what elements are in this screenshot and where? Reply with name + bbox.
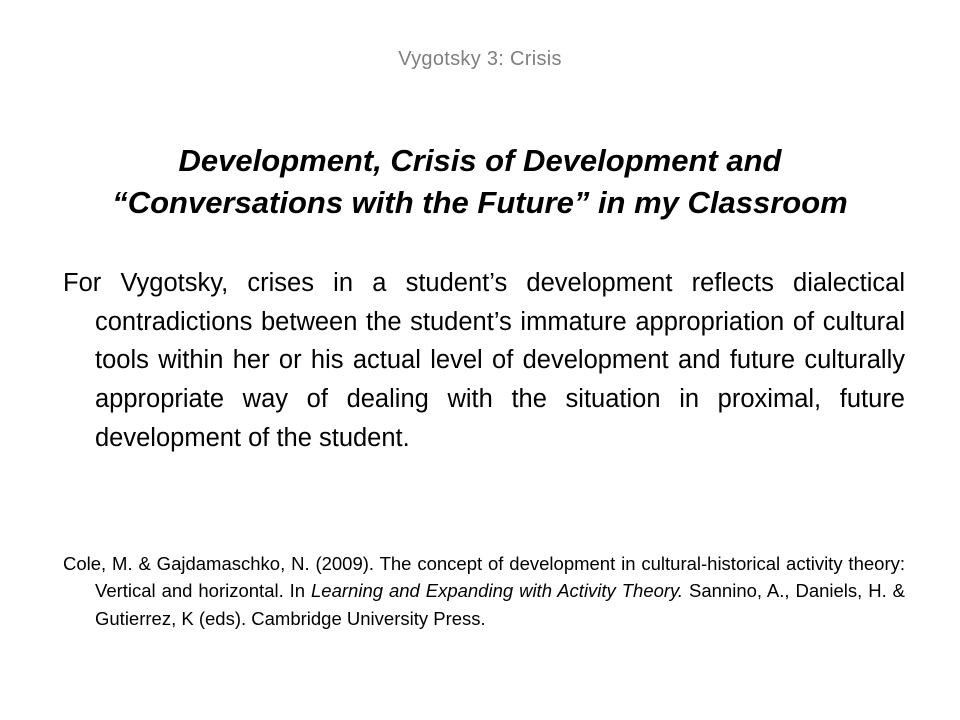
citation-book-title: Learning and Expanding with Activity Theory. (311, 580, 684, 602)
title-line-1: Development, Crisis of Development and (178, 143, 782, 178)
title-line-2: “Conversations with the Future” in my Classroom (112, 185, 848, 220)
citation-reference (63, 550, 905, 632)
slide-title (40, 140, 920, 224)
slide-header: Vygotsky 3: Crisis (398, 48, 562, 70)
citation-authors: Cole, M. & Gajdamaschko, N. (2009). The concept of development in cultural-historical activity theory: Vertical and horizontal. In (63, 553, 905, 602)
body-paragraph: For Vygotsky, crises in a student’s development reflects dialectical contradictions between the student’s immature appropriation of cultural tools within her or his actual level of development and future culturally appropriate way of dealing with the situation in proximal, future development of the student. (63, 269, 905, 452)
citation-publisher: Sannino, A., Daniels, H. & Gutierrez, K (eds). Cambridge University Press. (95, 580, 905, 629)
